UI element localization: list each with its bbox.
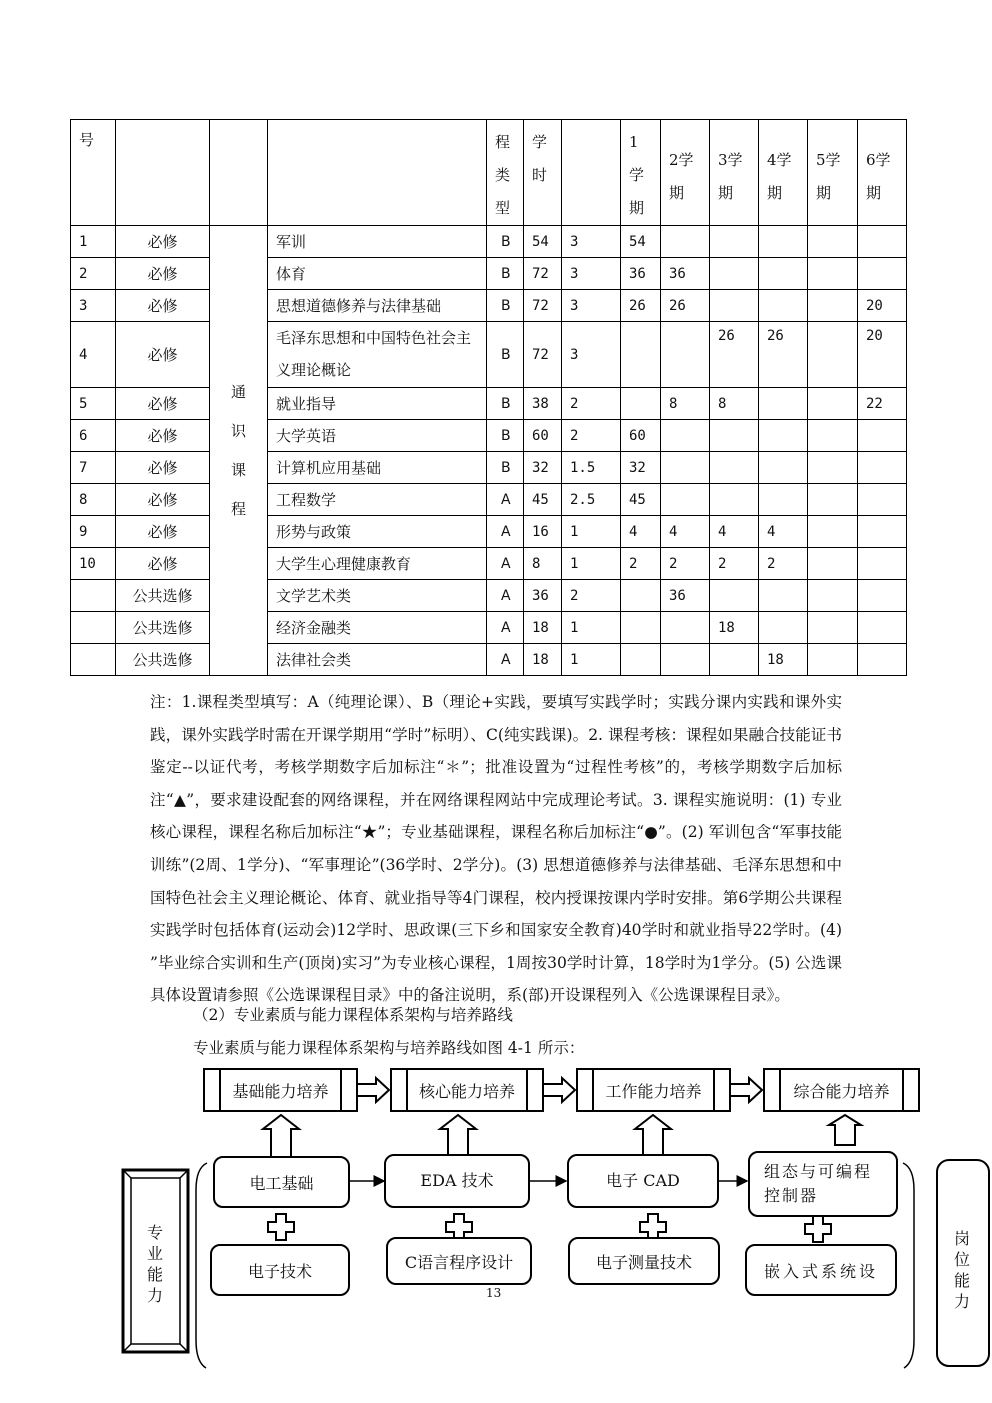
- course-kind-cell: 公共选修: [116, 612, 210, 644]
- course-kind-cell: 必修: [116, 548, 210, 580]
- row-number-cell: 4: [71, 322, 116, 388]
- semester-hours-cell: 36: [661, 580, 710, 612]
- page-number: 13: [486, 1286, 502, 1300]
- course-name-cell: 就业指导: [268, 388, 487, 420]
- course-hours-cell: 18: [524, 612, 562, 644]
- row-number-cell: 7: [71, 452, 116, 484]
- semester-hours-cell: 8: [710, 388, 759, 420]
- row-number-cell: 5: [71, 388, 116, 420]
- stage-box-work: [576, 1068, 731, 1112]
- course-hours-cell: 72: [524, 258, 562, 290]
- course-credit-cell: 1: [562, 548, 621, 580]
- semester-hours-cell: 18: [710, 612, 759, 644]
- course-box-electronics: 电子技术: [210, 1244, 350, 1296]
- course-kind-cell: 必修: [116, 290, 210, 322]
- course-name-cell: 大学英语: [268, 420, 487, 452]
- table-header-cell: 2学 期: [661, 120, 710, 226]
- course-type-cell: B: [487, 420, 524, 452]
- course-type-cell: A: [487, 580, 524, 612]
- table-header-cell: 4学 期: [759, 120, 808, 226]
- course-hours-cell: 60: [524, 420, 562, 452]
- category-cell: 通 识 课 程: [210, 226, 268, 676]
- course-name-cell: 思想道德修养与法律基础: [268, 290, 487, 322]
- stage-box-comprehensive: [763, 1068, 920, 1112]
- course-credit-cell: 3: [562, 290, 621, 322]
- semester-hours-cell: 36: [661, 258, 710, 290]
- course-credit-cell: 3: [562, 258, 621, 290]
- course-kind-cell: 必修: [116, 322, 210, 388]
- course-name-cell: 毛泽东思想和中国特色社会主义理论概论: [268, 322, 487, 388]
- semester-hours-cell: 54: [621, 226, 661, 258]
- row-number-cell: 8: [71, 484, 116, 516]
- course-box-measurement: 电子测量技术: [568, 1237, 720, 1285]
- course-hours-cell: 45: [524, 484, 562, 516]
- section-intro: 专业素质与能力课程体系架构与培养路线如图 4-1 所示：: [193, 1039, 585, 1057]
- course-type-cell: A: [487, 644, 524, 676]
- stage-box-core: [390, 1068, 544, 1112]
- semester-hours-cell: 4: [759, 516, 808, 548]
- course-type-cell: A: [487, 484, 524, 516]
- stage-box-basic: [203, 1068, 358, 1112]
- course-credit-cell: 1: [562, 516, 621, 548]
- semester-hours-cell: 18: [759, 644, 808, 676]
- row-number-cell: 9: [71, 516, 116, 548]
- course-type-cell: B: [487, 290, 524, 322]
- course-type-cell: A: [487, 612, 524, 644]
- course-hours-cell: 72: [524, 322, 562, 388]
- course-credit-cell: 1.5: [562, 452, 621, 484]
- course-box-cad: 电子 CAD: [567, 1154, 719, 1208]
- course-type-cell: A: [487, 516, 524, 548]
- semester-hours-cell: 4: [621, 516, 661, 548]
- semester-hours-cell: 2: [621, 548, 661, 580]
- row-number-cell: 3: [71, 290, 116, 322]
- course-credit-cell: 2: [562, 388, 621, 420]
- course-box-c-language: C语言程序设计: [386, 1237, 532, 1285]
- stage-label: 基础能力培养: [232, 1081, 329, 1101]
- course-type-cell: B: [487, 452, 524, 484]
- course-type-cell: B: [487, 322, 524, 388]
- right-label-post-ability: 岗 位 能 力: [953, 1229, 970, 1311]
- semester-hours-cell: 32: [621, 452, 661, 484]
- table-header-cell: 3学 期: [710, 120, 759, 226]
- semester-hours-cell: 4: [710, 516, 759, 548]
- semester-hours-cell: 36: [621, 258, 661, 290]
- course-name-cell: 体育: [268, 258, 487, 290]
- course-hours-cell: 16: [524, 516, 562, 548]
- course-name-cell: 经济金融类: [268, 612, 487, 644]
- course-credit-cell: 2.5: [562, 484, 621, 516]
- semester-hours-cell: 22: [858, 388, 907, 420]
- course-credit-cell: 3: [562, 322, 621, 388]
- stage-label: 核心能力培养: [418, 1081, 515, 1101]
- course-name-cell: 大学生心理健康教育: [268, 548, 487, 580]
- course-hours-cell: 32: [524, 452, 562, 484]
- course-credit-cell: 1: [562, 644, 621, 676]
- course-name-cell: 形势与政策: [268, 516, 487, 548]
- row-number-cell: 10: [71, 548, 116, 580]
- course-box-eda: EDA 技术: [384, 1154, 530, 1208]
- semester-hours-cell: 26: [710, 322, 759, 388]
- semester-hours-cell: 20: [858, 290, 907, 322]
- semester-hours-cell: 26: [621, 290, 661, 322]
- course-type-cell: B: [487, 388, 524, 420]
- course-hours-cell: 8: [524, 548, 562, 580]
- course-type-cell: B: [487, 226, 524, 258]
- row-number-cell: 2: [71, 258, 116, 290]
- course-kind-cell: 必修: [116, 226, 210, 258]
- course-hours-cell: 54: [524, 226, 562, 258]
- course-kind-cell: 必修: [116, 516, 210, 548]
- plus-connectors: [268, 1214, 831, 1242]
- course-name-cell: 军训: [268, 226, 487, 258]
- course-credit-cell: 3: [562, 226, 621, 258]
- left-label-professional-ability: 专 业 能 力: [146, 1223, 163, 1305]
- row-number-cell: 6: [71, 420, 116, 452]
- semester-hours-cell: 45: [621, 484, 661, 516]
- course-name-cell: 工程数学: [268, 484, 487, 516]
- course-hours-cell: 18: [524, 644, 562, 676]
- course-kind-cell: 公共选修: [116, 644, 210, 676]
- table-header-cell: 1 学 期: [621, 120, 661, 226]
- semester-hours-cell: 4: [661, 516, 710, 548]
- semester-hours-cell: 2: [710, 548, 759, 580]
- course-box-electrical: 电工基础: [213, 1156, 350, 1208]
- table-header-cell: 学 时: [524, 120, 562, 226]
- course-credit-cell: 2: [562, 420, 621, 452]
- section-heading: （2）专业素质与能力课程体系架构与培养路线: [193, 1006, 513, 1024]
- semester-hours-cell: 20: [858, 322, 907, 388]
- course-hours-cell: 36: [524, 580, 562, 612]
- course-name-cell: 法律社会类: [268, 644, 487, 676]
- course-box-plc: 组态与可编程控制器: [748, 1151, 898, 1217]
- row-number-cell: 1: [71, 226, 116, 258]
- table-header-cell: 6学 期: [858, 120, 907, 226]
- course-hours-cell: 72: [524, 290, 562, 322]
- semester-hours-cell: 60: [621, 420, 661, 452]
- course-name-cell: 计算机应用基础: [268, 452, 487, 484]
- table-header-cell: 号: [71, 120, 116, 226]
- semester-hours-cell: 8: [661, 388, 710, 420]
- course-kind-cell: 必修: [116, 484, 210, 516]
- course-kind-cell: 公共选修: [116, 580, 210, 612]
- stage-label: 综合能力培养: [793, 1081, 890, 1101]
- semester-hours-cell: 26: [759, 322, 808, 388]
- course-type-cell: A: [487, 548, 524, 580]
- course-box-embedded: 嵌入式系统设: [745, 1244, 897, 1296]
- course-kind-cell: 必修: [116, 388, 210, 420]
- course-credit-cell: 2: [562, 580, 621, 612]
- course-type-cell: B: [487, 258, 524, 290]
- course-kind-cell: 必修: [116, 420, 210, 452]
- table-header-cell: 程 类 型: [487, 120, 524, 226]
- course-hours-cell: 38: [524, 388, 562, 420]
- course-name-cell: 文学艺术类: [268, 580, 487, 612]
- semester-hours-cell: 2: [661, 548, 710, 580]
- semester-hours-cell: 26: [661, 290, 710, 322]
- course-kind-cell: 必修: [116, 258, 210, 290]
- course-credit-cell: 1: [562, 612, 621, 644]
- table-header-cell: 5学 期: [808, 120, 858, 226]
- stage-label: 工作能力培养: [605, 1081, 702, 1101]
- semester-hours-cell: 2: [759, 548, 808, 580]
- table-note: 注：1.课程类型填写：A（纯理论课）、B（理论+实践，要填写实践学时；实践分课内实践和课外实践，课外实践学时需在开课学期用“学时”标明）、C(纯实践课)。2. 课程考核：课程如果融合技能证书鉴定--以证代考，考核学期数字后加标注“＊”；批准设置为“过程性考核”的，考核学期数字后加标注“▲”，要求建设配套的网络课程，并在网络课程网站中完成理论考试。3. 课程实施说明：(1) 专业核心课程，课程名称后加标注“★”；专业基础课程，课程名称后加标注“●”。(2) 军训包含“军事技能训练”(2周、1学分)、“军事理论”(36学时、2学分)。(3) 思想道德修养与法律基础、毛泽东思想和中国特色社会主义理论概论、体育、就业指导等4门课程，校内授课按课内学时安排。第6学期公共课程实践学时包括体育(运动会)12学时、思政课(三下乡和国家安全教育)40学时和就业指导22学时。(4) ”毕业综合实训和生产(顶岗)实习”为专业核心课程，1周按30学时计算，18学时为1学分。(5) 公选课具体设置请参照《公选课课程目录》中的备注说明，系(部)开设课程列入《公选课课程目录》。: [150, 693, 842, 1005]
- course-kind-cell: 必修: [116, 452, 210, 484]
